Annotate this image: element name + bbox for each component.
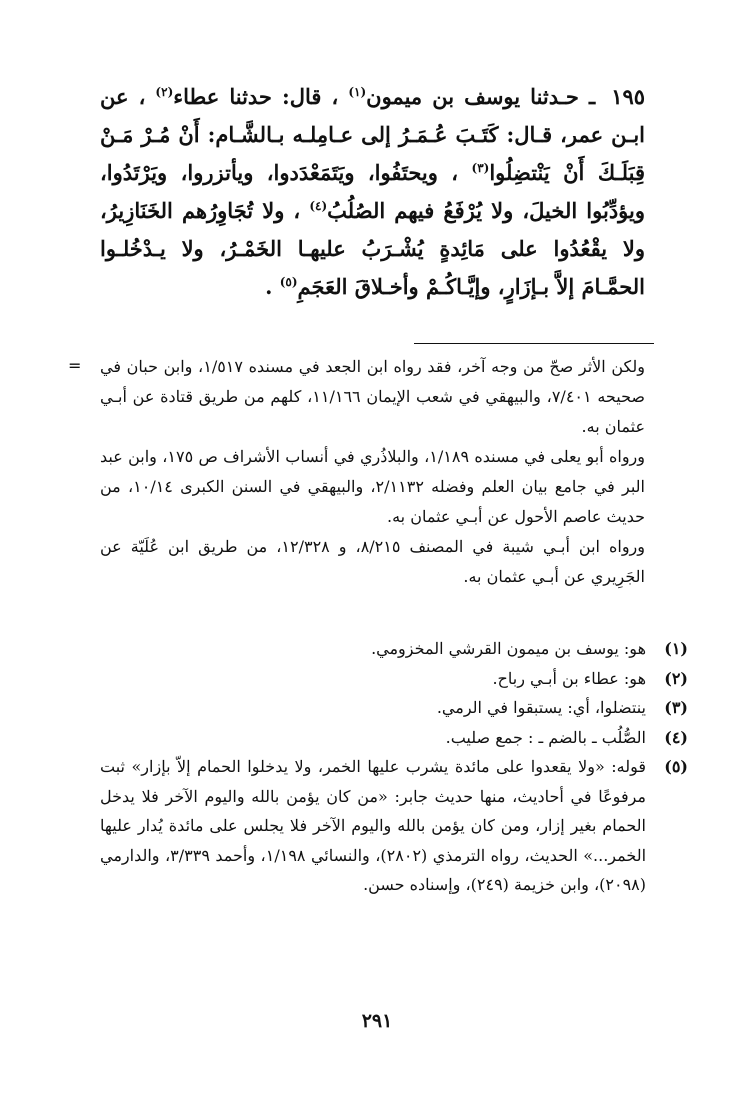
- footnote-separator: [414, 343, 654, 344]
- page-number: ٢٩١: [361, 1010, 393, 1032]
- footnote-text: هو: عطاء بن أبـي رباح.: [492, 668, 646, 688]
- footnote-ref[interactable]: (٣): [471, 161, 490, 175]
- footnote-ref[interactable]: (١): [348, 85, 367, 99]
- footnote-item: [100, 664, 688, 694]
- hadith-text-segment: ـ حـدثنا يوسف بن ميمون: [366, 84, 596, 109]
- footnote-text: قوله: «ولا يقعدوا على مائدة يشرب عليها الخمر، ولا يدخلوا الحمام إلاّ بإزار» ثبت مرفوعًا في أحاديث، منها حديث جابر: «من كان يؤمن بالله واليوم الآخر فلا يدخل الحمام بغير إزار، ومن كان يؤمن بالله واليوم الآخر فلا يجلس على مائدة يُدار عليها الخمر...» الحديث، رواه الترمذي (٢٨٠٢)، والنسائي ١/١٩٨، وأحمد ٣/٣٣٩، والدارمي (٢٠٩٨)، وابن خزيمة (٢٤٩)، وإسناده حسن.: [100, 757, 647, 894]
- footnote-text: ينتضلوا، أي: يستبقوا في الرمي.: [436, 698, 646, 717]
- footnote-label: (١): [664, 639, 688, 658]
- footnote-ref[interactable]: (٤): [309, 199, 328, 213]
- hadith-text-segment: ، ويحتَفُوا، ويَتَمَعْدَدوا، ويأتزروا، ويَرْتَدُوا، ويؤدِّبُوا الخيلَ، ولا يُرْفَعُ فيهم الصُلُبُ: [100, 160, 646, 223]
- hadith-end-mark: .: [265, 274, 280, 299]
- footnote-label: (٤): [664, 727, 688, 747]
- continued-note: ورواه أبو يعلى في مسنده ١/١٨٩، والبلاذُري في أنساب الأشراف ص ١٧٥، وابن عبد البر في جامع بيان العلم وفضله ٢/١١٣٢، والبيهقي في السنن الكبرى ١٠/١٤، من حديث عاصم الأحول عن أبـي عثمان به.: [100, 447, 646, 526]
- continued-note: ولكن الأثر صحّ من وجه آخر، فقد رواه ابن الجعد في مسنده ١/٥١٧، وابن حبان في صحيحه ٧/٤٠١، والبيهقي في شعب الإيمان ١١/١٦٦، كلهم من طريق قتادة عن أبـي عثمان به.: [100, 357, 646, 436]
- footnote-label: (٥): [664, 757, 688, 776]
- continued-notes: [100, 352, 645, 592]
- footnote-ref[interactable]: (٥): [279, 275, 298, 289]
- hadith-text-segment: ، قال: حدثنا عطاء: [173, 84, 339, 109]
- hadith-text-segment: ، عن ابـن عمر، قـال: كَتَـبَ عُـمَـرُ إلى عـامِلـه بـالشَّـام: أَنْ مُـرْ مَـنْ قِبَلَـكَ أَنْ يَنْتضِلُوا: [100, 84, 645, 185]
- footnote-item: [100, 723, 688, 753]
- footnote-ref[interactable]: (٢): [155, 85, 174, 99]
- footnote-item: [100, 693, 688, 723]
- footnote-text: الصُّلُب ـ بالضم ـ : جمع صليب.: [445, 727, 646, 747]
- continued-note: ورواه ابن أبـي شيبة في المصنف ٨/٢١٥، و ١٢/٣٢٨، من طريق ابن عُلَيّة عن الجَرِيري عن أبـي عثمان به.: [100, 537, 646, 586]
- hadith-paragraph: [100, 78, 645, 306]
- continuation-mark: =: [68, 356, 82, 375]
- hadith-text-segment: ، ولا تُجَاوِرُهم الخَنَازِيرُ، ولا يقْعُدُوا على مَائِدةٍ يُشْـرَبُ عليهـا الخَمْـرُ، ولا يـدْخُلـوا الحمَّـامَ إلاَّ بـإزَارٍ، وإيَّـاكُـمْ وأخـلاقَ العَجَمِ: [100, 198, 645, 299]
- footnote-text: هو: يوسف بن ميمون القرشي المخزومي.: [371, 639, 646, 658]
- hadith-number: ١٩٥: [611, 84, 646, 109]
- footnote-label: (٢): [664, 668, 688, 688]
- footnote-item: [100, 752, 688, 900]
- footnote-label: (٣): [664, 698, 688, 717]
- footnotes-list: [100, 634, 688, 900]
- footnote-item: [100, 634, 688, 664]
